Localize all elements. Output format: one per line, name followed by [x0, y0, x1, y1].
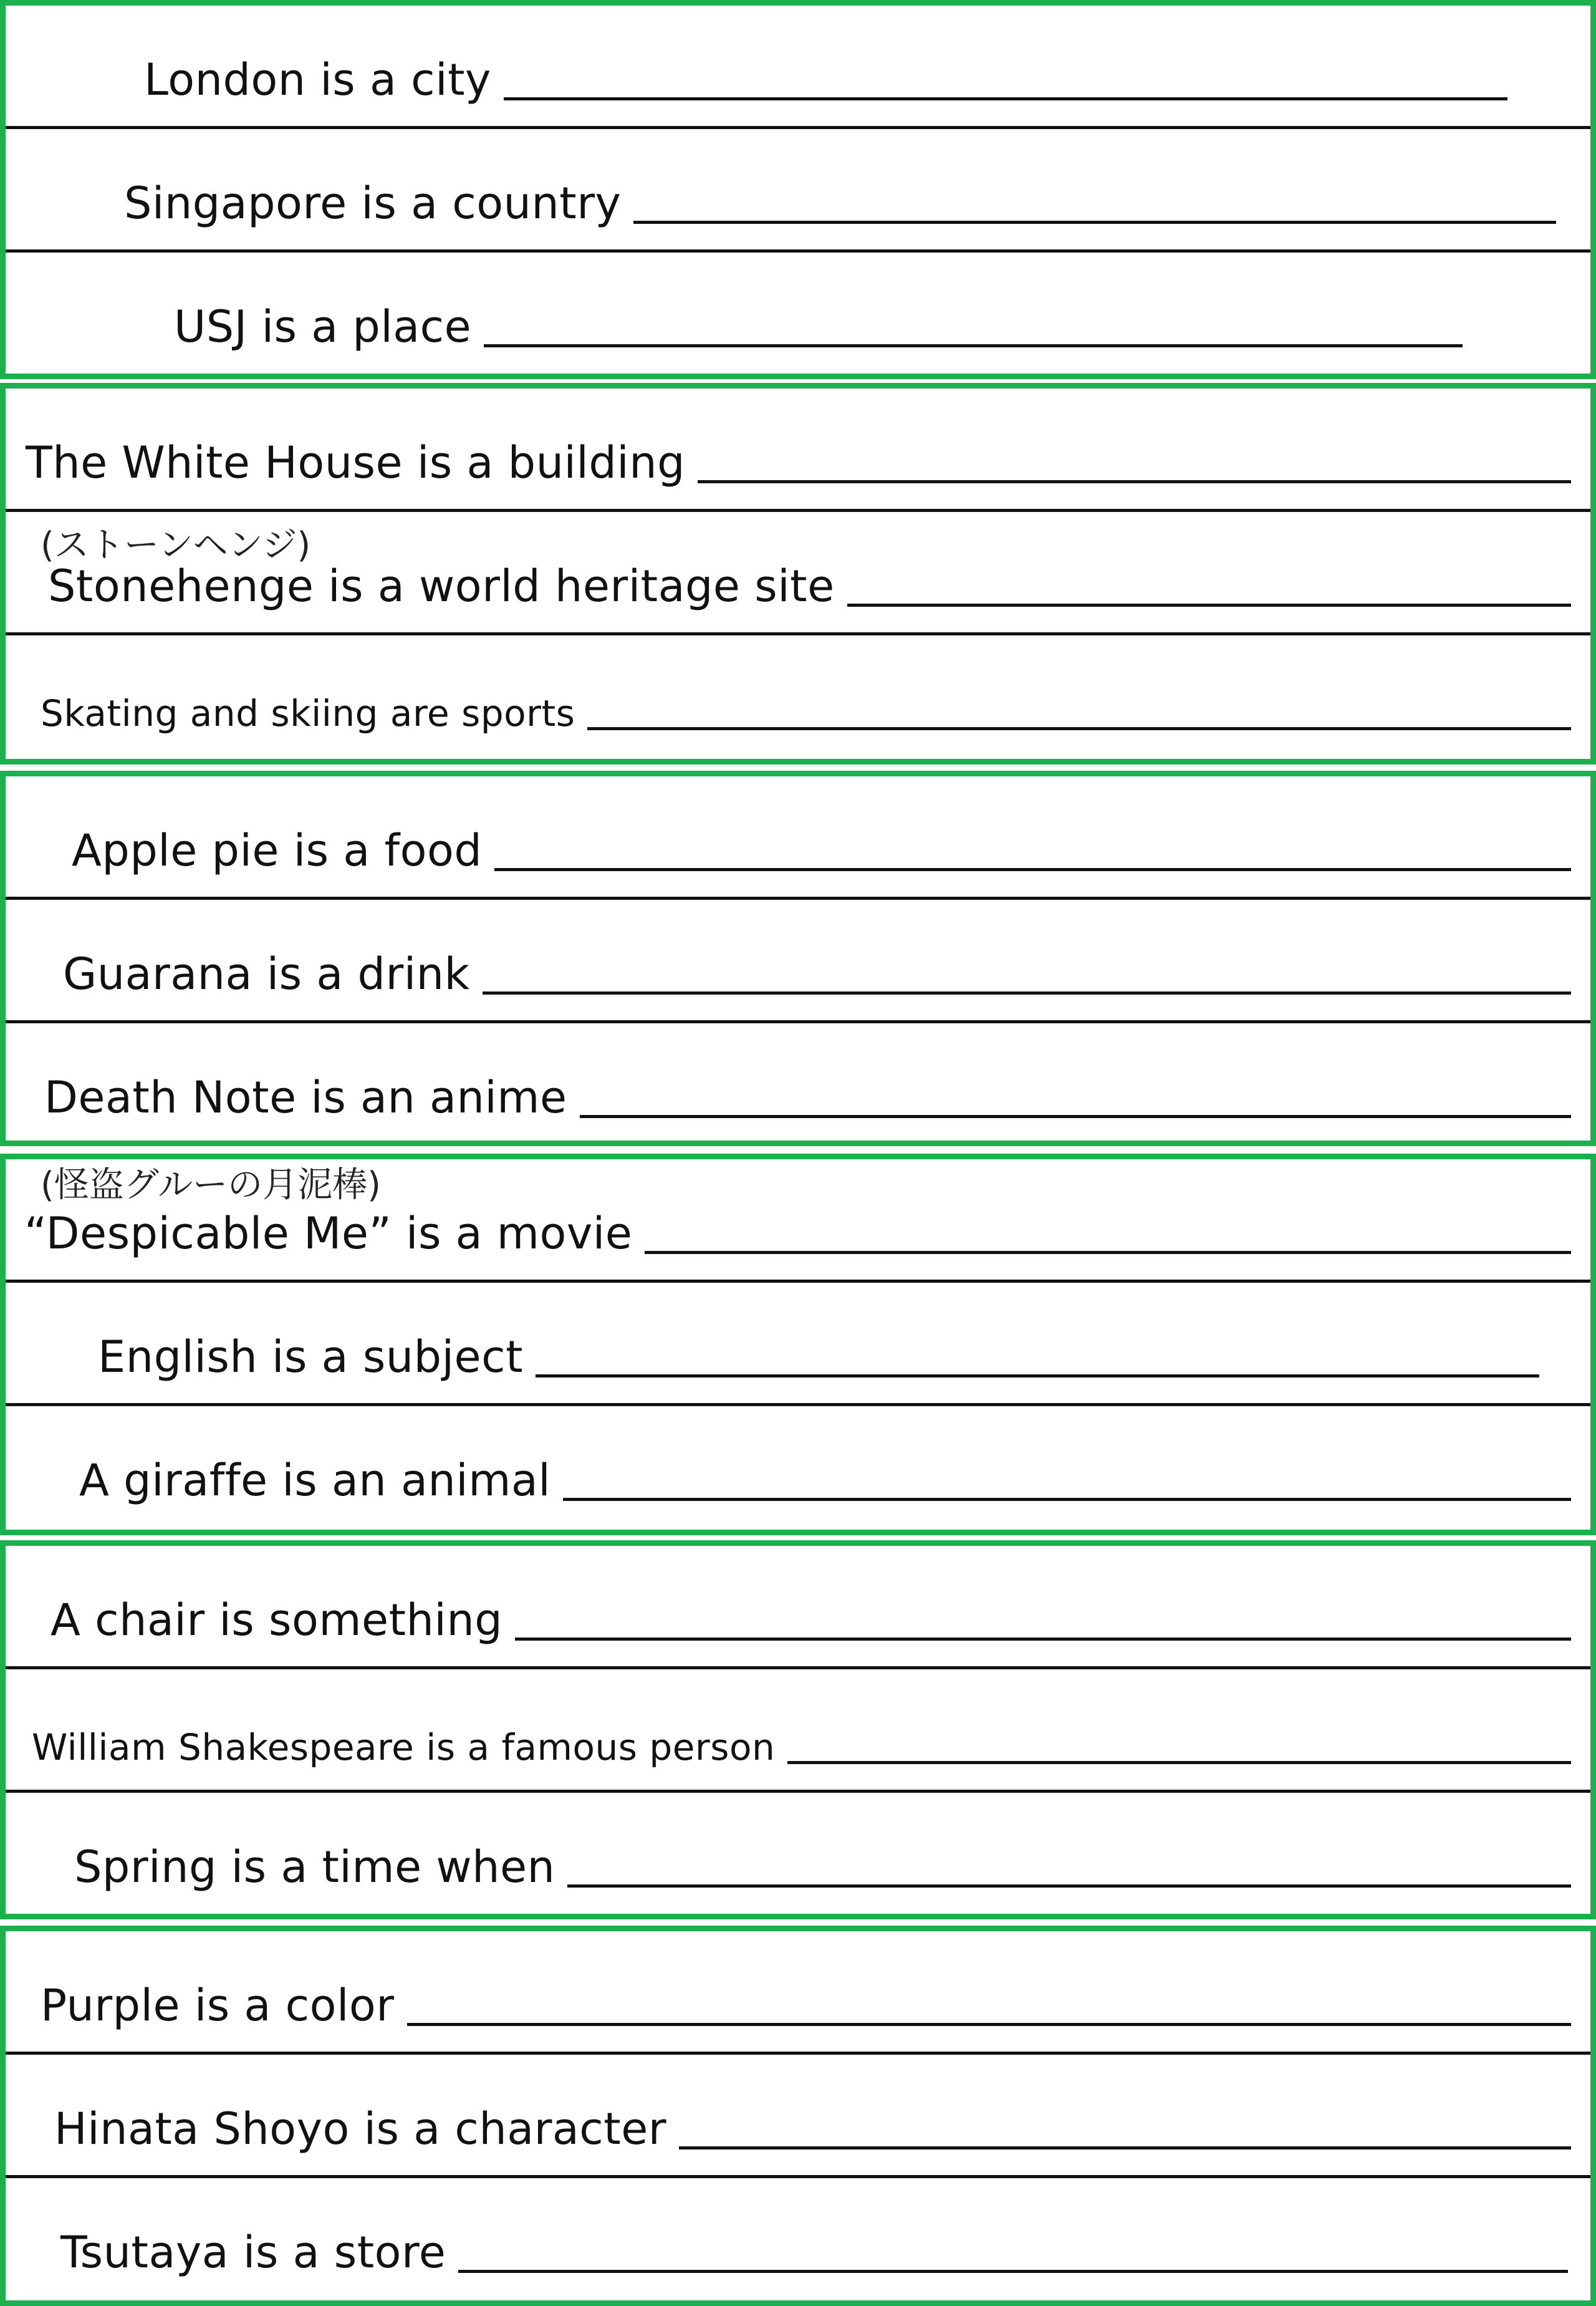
japanese-hint: (怪盗グルーの月泥棒) [41, 1165, 382, 1205]
sentence-prompt: William Shakespeare is a famous person [32, 1726, 776, 1768]
answer-blank[interactable] [847, 604, 1571, 607]
sentence-group-6 [0, 1926, 1596, 2306]
sentence-row [6, 635, 1590, 759]
answer-blank[interactable] [645, 1251, 1571, 1254]
sentence-prompt: A giraffe is an animal [79, 1455, 551, 1506]
sentence-prompt: English is a subject [98, 1331, 524, 1382]
answer-blank[interactable] [580, 1115, 1571, 1118]
sentence-row [6, 129, 1590, 253]
sentence-row [6, 900, 1590, 1023]
sentence-prompt: Spring is a time when [74, 1841, 555, 1893]
sentence-prompt: Skating and skiing are sports [41, 692, 575, 735]
answer-blank[interactable] [494, 868, 1571, 871]
sentence-prompt: “Despicable Me” is a movie [24, 1208, 633, 1259]
sentence-prompt: Stonehenge is a world heritage site [48, 561, 835, 612]
sentence-prompt: Singapore is a country [124, 178, 622, 229]
answer-blank[interactable] [484, 344, 1463, 347]
answer-blank[interactable] [407, 2023, 1571, 2026]
sentence-prompt: Hinata Shoyo is a character [54, 2103, 667, 2154]
sentence-prompt: USJ is a place [174, 301, 472, 352]
sentence-row [6, 512, 1590, 635]
answer-blank[interactable] [515, 1638, 1571, 1641]
sentence-prompt: Apple pie is a food [72, 825, 483, 876]
sentence-group-5 [0, 1540, 1596, 1919]
sentence-row [6, 1546, 1590, 1669]
sentence-row [6, 1669, 1590, 1793]
sentence-row [6, 1793, 1590, 1916]
sentence-row [6, 776, 1590, 900]
answer-blank[interactable] [536, 1374, 1539, 1377]
japanese-hint: (ストーンヘンジ) [41, 525, 311, 566]
sentence-prompt: A chair is something [50, 1594, 503, 1646]
sentence-row [6, 1931, 1590, 2055]
answer-blank[interactable] [458, 2270, 1568, 2273]
sentence-prompt: London is a city [144, 54, 491, 105]
sentence-row [6, 388, 1590, 512]
sentence-prompt: Tsutaya is a store [60, 2227, 446, 2278]
sentence-row [6, 6, 1590, 129]
sentence-group-3 [0, 771, 1596, 1146]
sentence-group-2 [0, 383, 1596, 765]
sentence-row [6, 1023, 1590, 1147]
answer-blank[interactable] [787, 1761, 1571, 1764]
answer-blank[interactable] [587, 727, 1571, 730]
sentence-row [6, 1283, 1590, 1406]
answer-blank[interactable] [698, 480, 1571, 483]
answer-blank[interactable] [633, 221, 1556, 224]
sentence-row [6, 2055, 1590, 2178]
sentence-row [6, 1406, 1590, 1530]
sentence-prompt: Guarana is a drink [63, 948, 470, 1000]
sentence-row [6, 2178, 1590, 2302]
answer-blank[interactable] [563, 1498, 1571, 1501]
answer-blank[interactable] [483, 991, 1571, 995]
sentence-prompt: Death Note is an anime [44, 1072, 567, 1123]
sentence-row [6, 253, 1590, 376]
sentence-group-4 [0, 1154, 1596, 1535]
answer-blank[interactable] [504, 97, 1507, 100]
sentence-prompt: Purple is a color [41, 1980, 395, 2031]
sentence-row [6, 1159, 1590, 1283]
sentence-group-1 [0, 0, 1596, 379]
answer-blank[interactable] [679, 2146, 1571, 2149]
sentence-prompt: The White House is a building [26, 437, 686, 488]
answer-blank[interactable] [567, 1884, 1571, 1888]
